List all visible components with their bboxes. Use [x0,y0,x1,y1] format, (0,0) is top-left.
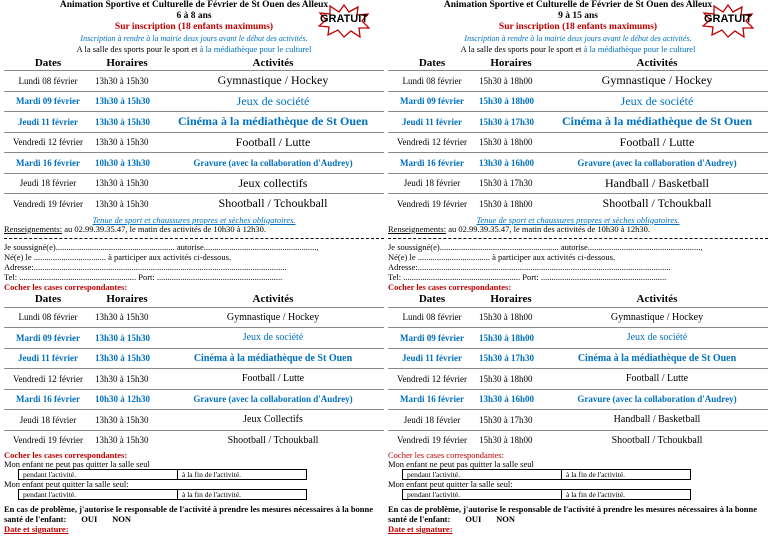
age-range: 9 à 15 ans [558,11,598,21]
cut-line [388,238,768,239]
signature-label: Date et signature: [388,524,453,534]
form-soussigne[interactable]: Je soussigné(e)........................................................ autorise....................................................., [388,241,703,252]
non-option[interactable]: NON [112,514,132,524]
oui-option[interactable]: OUI [465,514,482,524]
inscription-line: Sur inscription (18 enfants maximums) [114,22,274,32]
table-row[interactable]: Mardi 09 février 13h30 à 15h30 Jeux de société [4,328,384,349]
table-row[interactable]: Mardi 16 février 10h30 à 12h30 Gravure (avec la collaboration d'Audrey) [4,389,384,410]
non-option[interactable]: NON [496,514,516,524]
gratuit-label: GRATUIT [319,13,369,25]
signature-label: Date et signature: [4,524,69,534]
table-row: Mardi 09 février 13h30 à 15h30 Jeux de société [4,91,384,112]
form-nele[interactable]: Né(e) le .................................. à participer aux activités ci-dessous. [4,251,232,262]
table-row: Mardi 16 février 13h30 à 16h00 Gravure (avec la collaboration d'Audrey) [388,153,768,174]
checkbox-pendant[interactable]: pendant l'activité. [402,489,562,500]
table-row[interactable]: Mardi 09 février 15h30 à 18h00 Jeux de société [388,328,768,349]
coupon-header-row: Dates Horaires Activités [34,293,294,305]
table-row: Jeudi 11 février 13h30 à 15h30 Cinéma à la médiathèque de St Ouen [4,112,384,133]
probleme-text: En cas de problème, j'autorise le responsable de l'activité à prendre les mesures nécessaires à la bonne santé de l'enfant: OUI NON [4,504,374,524]
table-row[interactable]: Jeudi 11 février 15h30 à 17h30 Cinéma à la médiathèque de St Ouen [388,348,768,369]
mairie-note: Inscription à rendre à la mairie deux jours avant le début des activités. [464,34,692,43]
table-row[interactable]: Mardi 16 février 13h30 à 16h00 Gravure (avec la collaboration d'Audrey) [388,389,768,410]
flyer-6-8-ans [4,0,384,543]
cocher-label-2: Cocher les cases correspondantes: [388,450,504,460]
renseignements: Renseignements: au 02.99.39.35.47, le matin des activités de 10h30 à 12h30. [388,223,651,234]
gratuit-badge [702,4,754,38]
table-row: Mardi 09 février 15h30 à 18h00 Jeux de société [388,91,768,112]
col-horaires: Horaires [106,56,148,69]
table-row[interactable]: Jeudi 18 février 13h30 à 15h30 Jeux Collectifs [4,410,384,431]
schedule-table [4,55,384,214]
salle-line: A la salle des sports pour le sport et à la médiathèque pour le culturel [460,44,696,54]
table-row: Jeudi 18 février 13h30 à 15h30 Jeux collectifs [4,173,384,194]
schedule-header-row [4,55,384,71]
table-row[interactable]: Vendredi 19 février 15h30 à 18h00 Shootball / Tchoukball [388,430,768,450]
table-row[interactable]: Vendredi 12 février 13h30 à 15h30 Football / Lutte [4,369,384,390]
renseignements: Renseignements: au 02.99.39.35.47, le matin des activités de 10h30 à 12h30. [4,223,267,234]
checkbox-fin[interactable]: à la fin de l'activité. [178,489,307,500]
oui-option[interactable]: OUI [81,514,98,524]
salle-line: A la salle des sports pour le sport et à la médiathèque pour le culturel [76,44,312,54]
quit-yes-options [18,489,384,500]
table-row: Vendredi 19 février 13h30 à 15h30 Shootball / Tchoukball [4,194,384,214]
table-row[interactable]: Lundi 08 février 15h30 à 18h00 Gymnastique / Hockey [388,307,768,328]
cocher-label: Cocher les cases correspondantes: [4,281,128,292]
gratuit-label: GRATUIT [703,13,753,25]
checkbox-pendant[interactable]: pendant l'activité. [18,469,178,480]
table-row: Jeudi 11 février 15h30 à 17h30 Cinéma à la médiathèque de St Ouen [388,112,768,133]
table-row[interactable]: Jeudi 11 février 13h30 à 15h30 Cinéma à la médiathèque de St Ouen [4,348,384,369]
checkbox-fin[interactable]: à la fin de l'activité. [562,489,691,500]
coupon-table [388,292,768,451]
form-tel[interactable]: Tel: ....................................................... Port: ........................................................... [4,271,283,282]
table-row: Lundi 08 février 15h30 à 18h00 Gymnastique / Hockey [388,71,768,92]
checkbox-fin[interactable]: à la fin de l'activité. [178,469,307,480]
age-range: 6 à 8 ans [176,11,212,21]
table-row: Jeudi 18 février 15h30 à 17h30 Handball / Basketball [388,173,768,194]
checkbox-fin[interactable]: à la fin de l'activité. [562,469,691,480]
coupon-header-row: Dates Horaires Activités [418,293,678,305]
table-row: Mardi 16 février 10h30 à 13h30 Gravure (avec la collaboration d'Audrey) [4,153,384,174]
flyer-title: Animation Sportive et Culturelle de Février de St Ouen des Alleux [59,0,329,10]
table-row[interactable]: Jeudi 18 février 15h30 à 17h30 Handball / Basketball [388,410,768,431]
gratuit-badge [318,4,370,38]
flyer-header [388,0,768,55]
table-row: Vendredi 12 février 13h30 à 15h30 Football / Lutte [4,132,384,153]
inscription-line: Sur inscription (18 enfants maximums) [498,22,658,32]
quit-yes-label: Mon enfant peut quitter la salle seul: [4,479,129,489]
form-nele[interactable]: Né(e) le .................................. à participer aux activités ci-dessous. [388,251,616,262]
schedule-table [388,55,768,214]
col-activites: Activités [252,56,294,69]
quit-yes-options [402,489,768,500]
flyer-title: Animation Sportive et Culturelle de Février de St Ouen des Alleux [443,0,713,10]
form-tel[interactable]: Tel: ....................................................... Port: ........................................................... [388,271,667,282]
checkbox-pendant[interactable]: pendant l'activité. [402,469,562,480]
coupon-table [4,292,384,451]
form-soussigne[interactable]: Je soussigné(e)........................................................ autorise....................................................., [4,241,319,252]
tenue-note: Tenue de sport et chaussures propres et sèches obligatoires. [476,214,680,225]
flyer-header [4,0,384,55]
tenue-note: Tenue de sport et chaussures propres et sèches obligatoires. [92,214,296,225]
table-row: Vendredi 19 février 15h30 à 18h00 Shootball / Tchoukball [388,194,768,214]
form-adresse[interactable]: Adresse:....................................................................................................................... [388,261,671,272]
table-row: Lundi 08 février 13h30 à 15h30 Gymnastique / Hockey [4,71,384,92]
flyer-9-15-ans [388,0,768,543]
table-row: Vendredi 12 février 15h30 à 18h00 Football / Lutte [388,132,768,153]
checkbox-pendant[interactable]: pendant l'activité. [18,489,178,500]
form-adresse[interactable]: Adresse:....................................................................................................................... [4,261,287,272]
cocher-label-2: Cocher les cases correspondantes: [4,450,128,460]
table-row[interactable]: Vendredi 12 février 15h30 à 18h00 Football / Lutte [388,369,768,390]
table-row[interactable]: Lundi 08 février 13h30 à 15h30 Gymnastique / Hockey [4,307,384,328]
quit-no-label: Mon enfant ne peut pas quitter la salle seul [4,459,150,469]
quit-yes-label: Mon enfant peut quitter la salle seul: [388,479,513,489]
probleme-text: En cas de problème, j'autorise le responsable de l'activité à prendre les mesures nécessaires à la bonne santé de l'enfant: OUI NON [388,504,758,524]
col-dates: Dates [34,56,62,69]
table-row[interactable]: Vendredi 19 février 13h30 à 15h30 Shootball / Tchoukball [4,430,384,450]
mairie-note: Inscription à rendre à la mairie deux jours avant le début des activités. [80,34,308,43]
cocher-label: Cocher les cases correspondantes: [388,281,512,292]
schedule-header-row: Dates Horaires Activités [418,56,678,69]
quit-no-label: Mon enfant ne peut pas quitter la salle seul [388,459,534,469]
cut-line [4,238,384,239]
